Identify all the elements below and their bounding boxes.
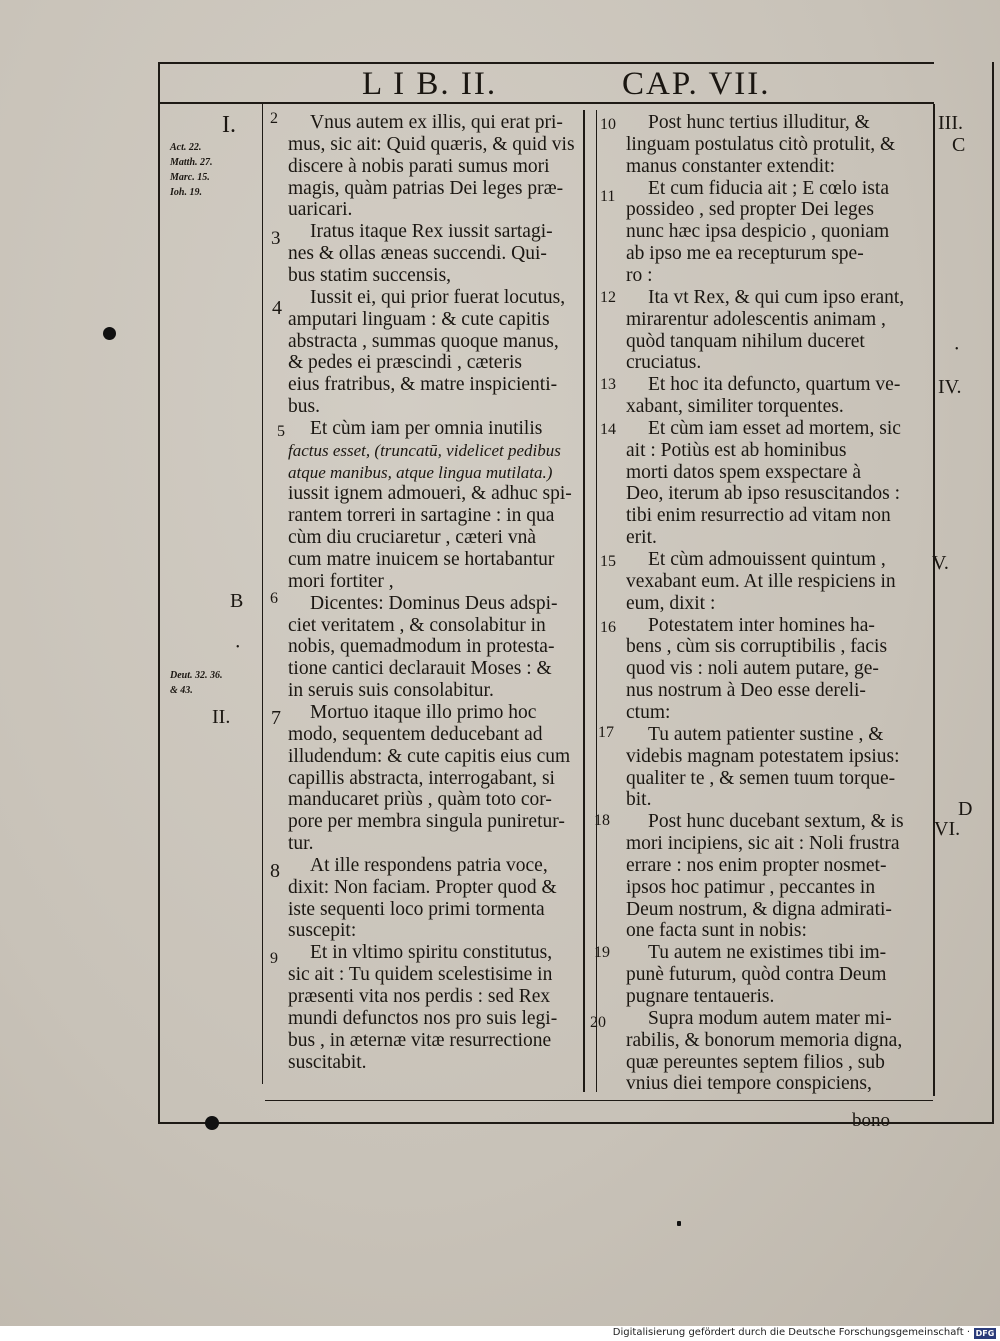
left-column-line: cum matre inuicem se hortabantur xyxy=(288,549,555,570)
right-column-line: videbis magnam potestatem ipsius: xyxy=(626,745,900,767)
left-column-line: iste sequenti loco primi tormenta xyxy=(288,898,545,920)
right-column-line: possideo , sed propter Dei leges xyxy=(626,199,875,221)
right-column-line: Et cùm iam esset ad mortem, sic xyxy=(648,417,901,439)
right-column-line: rabilis, & bonorum memoria digna, xyxy=(626,1029,903,1051)
right-column-line: quòd tanquam nihilum duceret xyxy=(626,330,865,352)
left-column-line: sic ait : Tu quidem scelestisime in xyxy=(288,964,553,986)
section-marker-VI: VI. xyxy=(934,818,961,840)
right-column-line: bens , cùm sis corruptibilis , facis xyxy=(626,636,888,658)
left-column-line: uaricari. xyxy=(288,199,353,221)
right-column-line: ctum: xyxy=(626,701,671,723)
right-column-line: vexabant eum. At ille respiciens in xyxy=(626,570,896,592)
left-column-line: tione cantici declarauit Moses : & xyxy=(288,658,552,680)
verse-number-2: 2 xyxy=(270,110,278,127)
left-column-line: dixit: Non faciam. Propter quod & xyxy=(288,876,557,898)
verse-number-18: 18 xyxy=(594,812,610,829)
right-column-line: bit. xyxy=(626,789,652,811)
left-column-line: factus esset, (truncatū, videlicet pedibus xyxy=(288,440,561,460)
chapter-number: CAP. VII. xyxy=(622,66,771,102)
left-column-line: capillis abstracta, interrogabant, si xyxy=(288,767,555,789)
right-column-line: mori incipiens, sic ait : Noli frustra xyxy=(626,833,900,855)
verse-number-7: 7 xyxy=(271,707,281,729)
verse-number-3: 3 xyxy=(271,228,281,249)
right-column-line: ipsos hoc patimur , peccantes in xyxy=(626,876,876,898)
frame-header-rule xyxy=(158,102,934,104)
verse-number-13: 13 xyxy=(600,376,616,393)
margin-ref-acts: Act. 22. xyxy=(170,142,202,153)
right-column-line: Et hoc ita defuncto, quartum ve- xyxy=(648,374,901,396)
left-column-line: Vnus autem ex illis, qui erat pri- xyxy=(310,112,563,133)
right-column-line: Ita vt Rex, & qui cum ipso erant, xyxy=(648,286,905,308)
left-column-line: bus , in æternæ vitæ resurrectione xyxy=(288,1029,552,1051)
right-column-line: Tu autem patienter sustine , & xyxy=(648,723,884,745)
right-column-line: Supra modum autem mater mi- xyxy=(648,1007,892,1029)
section-marker-C: C xyxy=(952,134,966,156)
left-column-line: suscepit: xyxy=(288,920,357,942)
ink-speck xyxy=(677,1221,681,1226)
right-column-line: erit. xyxy=(626,527,657,549)
right-column-line: ait : Potiùs est ab hominibus xyxy=(626,439,847,461)
verse-number-20: 20 xyxy=(590,1014,606,1031)
dfg-logo: DFG xyxy=(975,1329,995,1338)
left-column-line: manducaret priùs , quàm toto cor- xyxy=(288,789,552,811)
binding-hole-bottom xyxy=(205,1116,219,1130)
verse-number-19: 19 xyxy=(594,944,610,961)
left-column-line: abstracta , summas quoque manus, xyxy=(288,330,559,352)
margin-ref-mark: Marc. 15. xyxy=(170,172,210,183)
right-column-line: linguam postulatus citò protulit, & xyxy=(626,133,896,155)
margin-ref-john: Ioh. 19. xyxy=(170,187,202,198)
verse-number-6: 6 xyxy=(270,590,278,607)
right-column-line: ab ipso me ea recepturum spe- xyxy=(626,243,864,265)
verse-number-10: 10 xyxy=(600,116,616,133)
left-column-line: bus. xyxy=(288,396,320,418)
right-column-line: ro : xyxy=(626,264,653,286)
left-column-line: eius fratribus, & matre inspicienti- xyxy=(288,374,558,396)
right-column-line: mirarentur adolescentis animam , xyxy=(626,308,886,330)
margin-ref-deut: Deut. 32. 36. xyxy=(170,670,223,681)
section-marker-IV: IV. xyxy=(938,376,962,398)
left-column-line: cùm diu cruciaretur , cæteri vnà xyxy=(288,527,536,549)
right-column-line: Tu autem ne existimes tibi im- xyxy=(648,942,887,964)
verse-number-5: 5 xyxy=(277,423,285,440)
left-column-line: illudendum: & cute capitis eius cum xyxy=(288,745,571,767)
left-column-line: rantem torreri in sartagine : in qua xyxy=(288,505,555,527)
verse-number-16: 16 xyxy=(600,619,616,636)
right-column-line: Et cùm admouissent quintum , xyxy=(648,549,886,570)
section-marker-B: B xyxy=(230,590,244,612)
right-column-line: Deum nostrum, & digna admirati- xyxy=(626,898,892,920)
frame-left-text-rule xyxy=(262,104,263,1084)
right-column-line: eum, dixit : xyxy=(626,592,716,614)
section-marker-V: V. xyxy=(932,552,949,574)
right-column-line: manus constanter extendit: xyxy=(626,155,836,177)
section-marker-I: I. xyxy=(222,112,236,138)
margin-ref-deut-cont: & 43. xyxy=(170,685,193,696)
frame-top-rule xyxy=(158,62,934,64)
book-number: L I B. II. xyxy=(362,66,498,102)
right-column-line: tibi enim resurrectio ad vitam non xyxy=(626,505,891,527)
right-column-line: Et cum fiducia ait ; E cœlo ista xyxy=(648,177,889,199)
column-divider-left xyxy=(583,110,585,1092)
right-column-line: nunc hæc ipsa despicio , quoniam xyxy=(626,221,890,243)
margin-ref-matthew: Matth. 27. xyxy=(170,157,213,168)
left-column-line: Et in vltimo spiritu constitutus, xyxy=(310,942,553,964)
section-marker-D: D xyxy=(958,798,973,820)
verse-number-4: 4 xyxy=(272,297,282,319)
right-column-line: one facta sunt in nobis: xyxy=(626,920,807,942)
left-column-line: ciet veritatem , & consolabitur in xyxy=(288,614,546,636)
left-column-line: magis, quàm patrias Dei leges præ- xyxy=(288,177,564,199)
verse-number-11: 11 xyxy=(600,188,616,205)
left-column-line: tur. xyxy=(288,833,314,855)
right-column-line: xabant, similiter torquentes. xyxy=(626,396,844,418)
verse-number-8: 8 xyxy=(270,860,280,882)
right-column-line: Post hunc ducebant sextum, & is xyxy=(648,811,904,833)
left-column-line: Iussit ei, qui prior fuerat locutus, xyxy=(310,286,566,308)
left-column-line: Mortuo itaque illo primo hoc xyxy=(310,701,537,723)
verse-number-14: 14 xyxy=(600,421,616,438)
left-column-line: præsenti vita nos perdis : sed Rex xyxy=(288,986,551,1007)
margin-small-dot-right: • xyxy=(955,344,959,355)
binding-hole-top xyxy=(103,327,116,340)
left-column-line: iussit ignem admoueri, & adhuc spi- xyxy=(288,483,572,505)
frame-bottom-rule xyxy=(265,1100,933,1101)
margin-small-dot: • xyxy=(236,642,240,653)
right-column-line: nus nostrum à Deo esse dereli- xyxy=(626,680,866,702)
right-column-line: morti datos spem exspectare à xyxy=(626,461,861,483)
left-column-line: discere à nobis parati sumus mori xyxy=(288,155,550,177)
verse-number-12: 12 xyxy=(600,289,616,306)
right-column-line: qualiter te , & semen tuum torque- xyxy=(626,767,896,789)
verse-number-17: 17 xyxy=(598,724,614,741)
left-column-line: in seruis suis consolabitur. xyxy=(288,680,494,702)
section-marker-II: II. xyxy=(212,706,231,728)
left-column-line: bus statim succensis, xyxy=(288,264,452,286)
left-column-line: Dicentes: Dominus Deus adspi- xyxy=(310,592,558,614)
right-column-line: Potestatem inter homines ha- xyxy=(648,614,875,636)
right-column-line: Deo, iterum ab ipso resuscitandos : xyxy=(626,483,901,505)
left-column-line: & pedes ei præscindi , cæteris xyxy=(288,352,522,374)
left-column-line: pore per membra singula puniretur- xyxy=(288,811,565,833)
left-column-line: mus, sic ait: Quid quæris, & quid vis xyxy=(288,133,575,155)
frame-left-rule xyxy=(158,62,160,1124)
verse-number-9: 9 xyxy=(270,950,278,967)
left-column-line: At ille respondens patria voce, xyxy=(310,854,548,876)
frame-right-edge-rule xyxy=(992,62,994,1124)
left-column-line: nes & ollas æneas succendi. Qui- xyxy=(288,243,547,265)
left-column-line: mori fortiter , xyxy=(288,570,394,592)
section-marker-III: III. xyxy=(938,112,963,134)
verse-number-15: 15 xyxy=(600,553,616,570)
right-column-line: cruciatus. xyxy=(626,352,702,374)
catchword: bono xyxy=(852,1110,890,1131)
left-column-line: atque manibus, atque lingua mutilata.) xyxy=(288,462,553,482)
right-column-line: punè futurum, quòd contra Deum xyxy=(626,964,887,986)
left-column-line: amputari linguam : & cute capitis xyxy=(288,308,550,330)
right-column-line: quæ pereuntes septem filios , sub xyxy=(626,1051,885,1073)
left-column-line: nobis, quemadmodum in protesta- xyxy=(288,636,555,658)
digitization-credit: Digitalisierung gefördert durch die Deutsche Forschungsgemeinschaft · xyxy=(612,1327,970,1338)
right-column-line: vnius diei tempore conspiciens, xyxy=(626,1073,872,1095)
left-column-line: suscitabit. xyxy=(288,1051,367,1073)
left-column-line: modo, sequentem deducebant ad xyxy=(288,723,543,745)
left-column-line: Et cùm iam per omnia inutilis xyxy=(310,417,543,439)
right-column-line: pugnare tentaueris. xyxy=(626,986,775,1007)
right-column-line: quod vis : noli autem putare, ge- xyxy=(626,658,879,680)
frame-right-rule xyxy=(933,104,935,1096)
left-column-line: Iratus itaque Rex iussit sartagi- xyxy=(310,221,553,243)
right-column-line: errare : nos enim propter nosmet- xyxy=(626,854,887,876)
right-column-line: Post hunc tertius illuditur, & xyxy=(648,112,870,133)
left-column-line: mundi defunctos nos pro suis legi- xyxy=(288,1007,558,1029)
